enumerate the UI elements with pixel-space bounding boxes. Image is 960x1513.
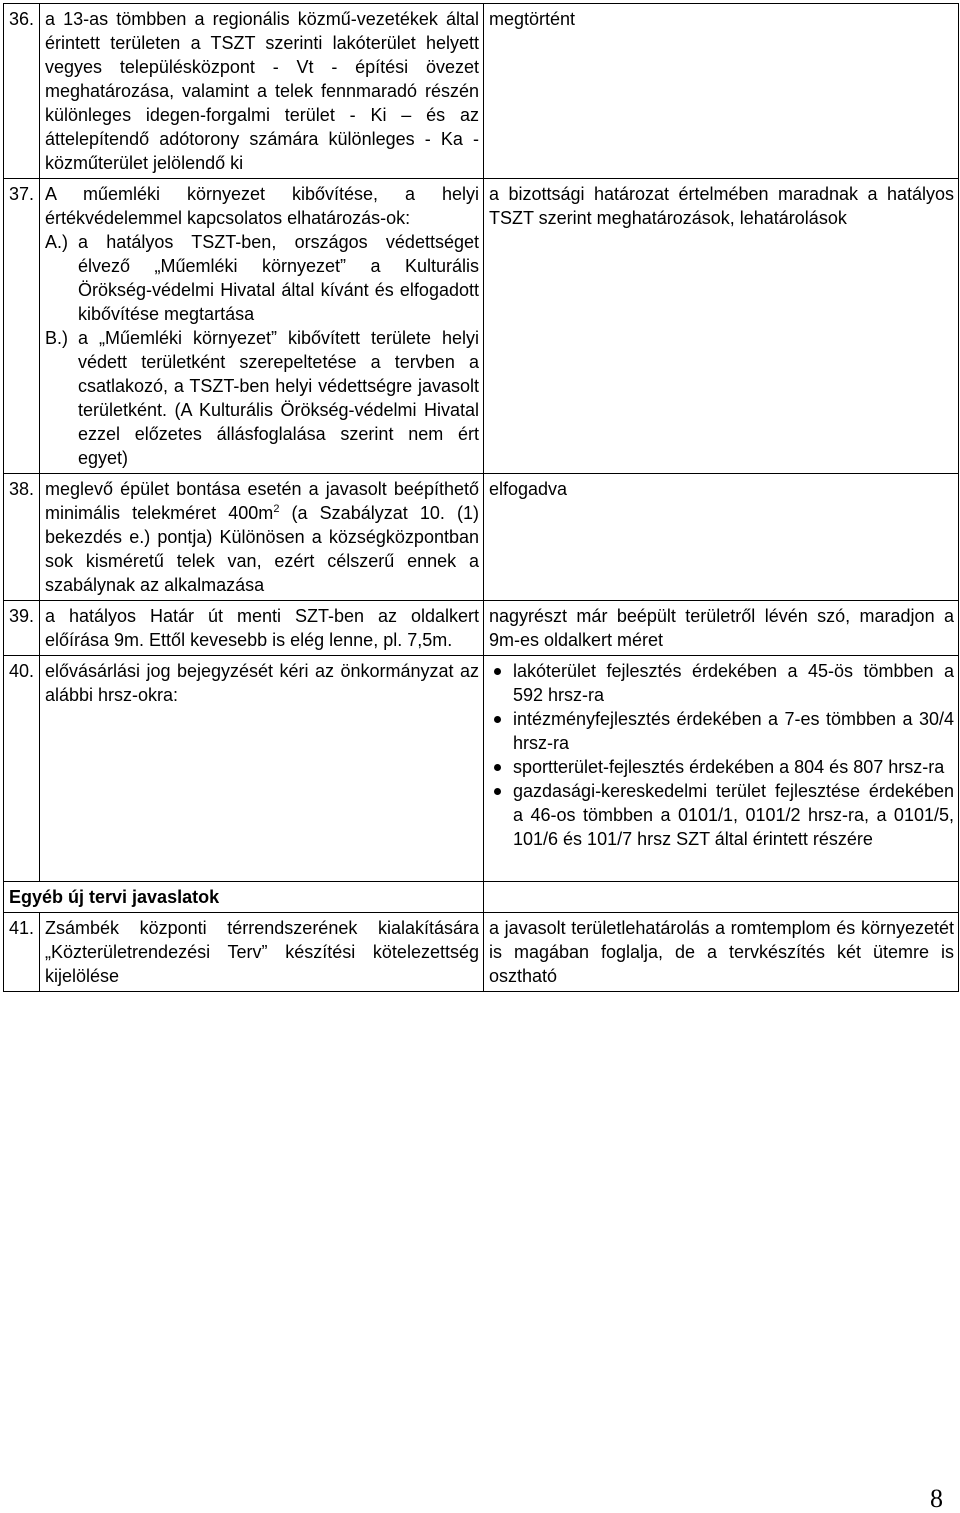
option-text: a „Műemléki környezet” kibővített területe helyi védett területként szerepeltetése a tervben a csatlakozó, a TSZT-ben helyi védettségre javasolt területként. (A Kulturális Örökség-védelmi Hivatal ezzel előzetes állásfoglalása szerint nem ért egyet) (78, 328, 479, 468)
section-empty-cell (484, 882, 959, 913)
section-header-row (4, 882, 959, 913)
row-result: a bizottsági határozat értelmében maradnak a hatályos TSZT szerint meghatározások, lehatárolások (484, 179, 959, 474)
row-text-after: (a Szabályzat 10. (1) bekezdés e.) pontja) Különösen a községközpontban sok kisméretű telek van, ezért célszerű ennek a szabálynak az alkalmazása (45, 503, 479, 595)
row-number: 37. (4, 179, 40, 474)
row-text-block (40, 179, 484, 474)
table-row (4, 913, 959, 992)
row-number: 41. (4, 913, 40, 992)
row-text: a hatályos Határ út menti SZT-ben az oldalkert előírása 9m. Ettől kevesebb is elég lenne, pl. 7,5m. (40, 601, 484, 656)
row-text: elővásárlási jog bejegyzését kéri az önkormányzat az alábbi hrsz-okra: (40, 656, 484, 882)
table-row (4, 179, 959, 474)
list-item (492, 707, 954, 755)
row-text: a 13-as tömbben a regionális közmű-vezetékek által érintett területen a TSZT szerinti lakóterület helyett vegyes településközpont - Vt - építési övezet meghatározása, valamint a telek fennmaradó részén különleges idegen-forgalmi terület - Ki – és az áttelepítendő adótorony számára különleges - Ka - közműterület jelölendő ki (40, 4, 484, 179)
row-result: nagyrészt már beépült területről lévén szó, maradjon a 9m-es oldalkert méret (484, 601, 959, 656)
option-text: a hatályos TSZT-ben, országos védettséget élvező „Műemléki környezet” a Kulturális Örökség-védelmi Hivatal által kívánt és elfogadott kibővítése megtartása (78, 232, 479, 324)
row-number: 40. (4, 656, 40, 882)
row-intro: A műemléki környezet kibővítése, a helyi értékvédelemmel kapcsolatos elhatározás-ok: (45, 184, 479, 228)
table-row (4, 4, 959, 179)
list-item (492, 659, 954, 707)
page-number: 8 (930, 1484, 943, 1513)
proposal-table (3, 3, 959, 992)
option-a (45, 230, 479, 326)
bullet-text: gazdasági-kereskedelmi terület fejlesztése érdekében a 46-os tömbben a 0101/1, 0101/2 hrsz-ra, a 0101/5, 101/6 és 101/7 hrsz SZT által érintett részére (513, 781, 954, 849)
bullet-list (492, 659, 954, 851)
row-text-before: meglevő épület bontása esetén a javasolt beépíthető minimális telekméret 400m (45, 479, 479, 523)
table-row (4, 656, 959, 882)
option-label: A.) (45, 232, 69, 252)
list-item (492, 779, 954, 851)
bullet-icon (492, 707, 513, 731)
table-row (4, 474, 959, 601)
row-result: megtörtént (484, 4, 959, 179)
row-result: a javasolt területlehatárolás a romtemplom és környezetét is magában foglalja, de a tervkészítés két ütemre is osztható (484, 913, 959, 992)
list-item (492, 755, 954, 779)
row-result: elfogadva (484, 474, 959, 601)
section-title: Egyéb új tervi javaslatok (9, 887, 220, 907)
bullet-text: intézményfejlesztés érdekében a 7-es tömbben a 30/4 hrsz-ra (513, 709, 954, 753)
row-result (484, 656, 959, 882)
bullet-icon (492, 755, 513, 779)
bullet-icon (492, 779, 513, 803)
section-title-cell (4, 882, 484, 913)
table-row (4, 601, 959, 656)
option-b (45, 326, 479, 470)
bullet-text: sportterület-fejlesztés érdekében a 804 és 807 hrsz-ra (513, 757, 945, 777)
superscript: 2 (273, 503, 280, 515)
option-label: B.) (45, 328, 69, 348)
row-number: 38. (4, 474, 40, 601)
row-number: 39. (4, 601, 40, 656)
bullet-icon (492, 659, 513, 683)
bullet-text: lakóterület fejlesztés érdekében a 45-ös tömbben a 592 hrsz-ra (513, 661, 954, 705)
row-number: 36. (4, 4, 40, 179)
row-text: Zsámbék központi térrendszerének kialakítására „Közterületrendezési Terv” készítési kötelezettség kijelölése (40, 913, 484, 992)
row-text (40, 474, 484, 601)
